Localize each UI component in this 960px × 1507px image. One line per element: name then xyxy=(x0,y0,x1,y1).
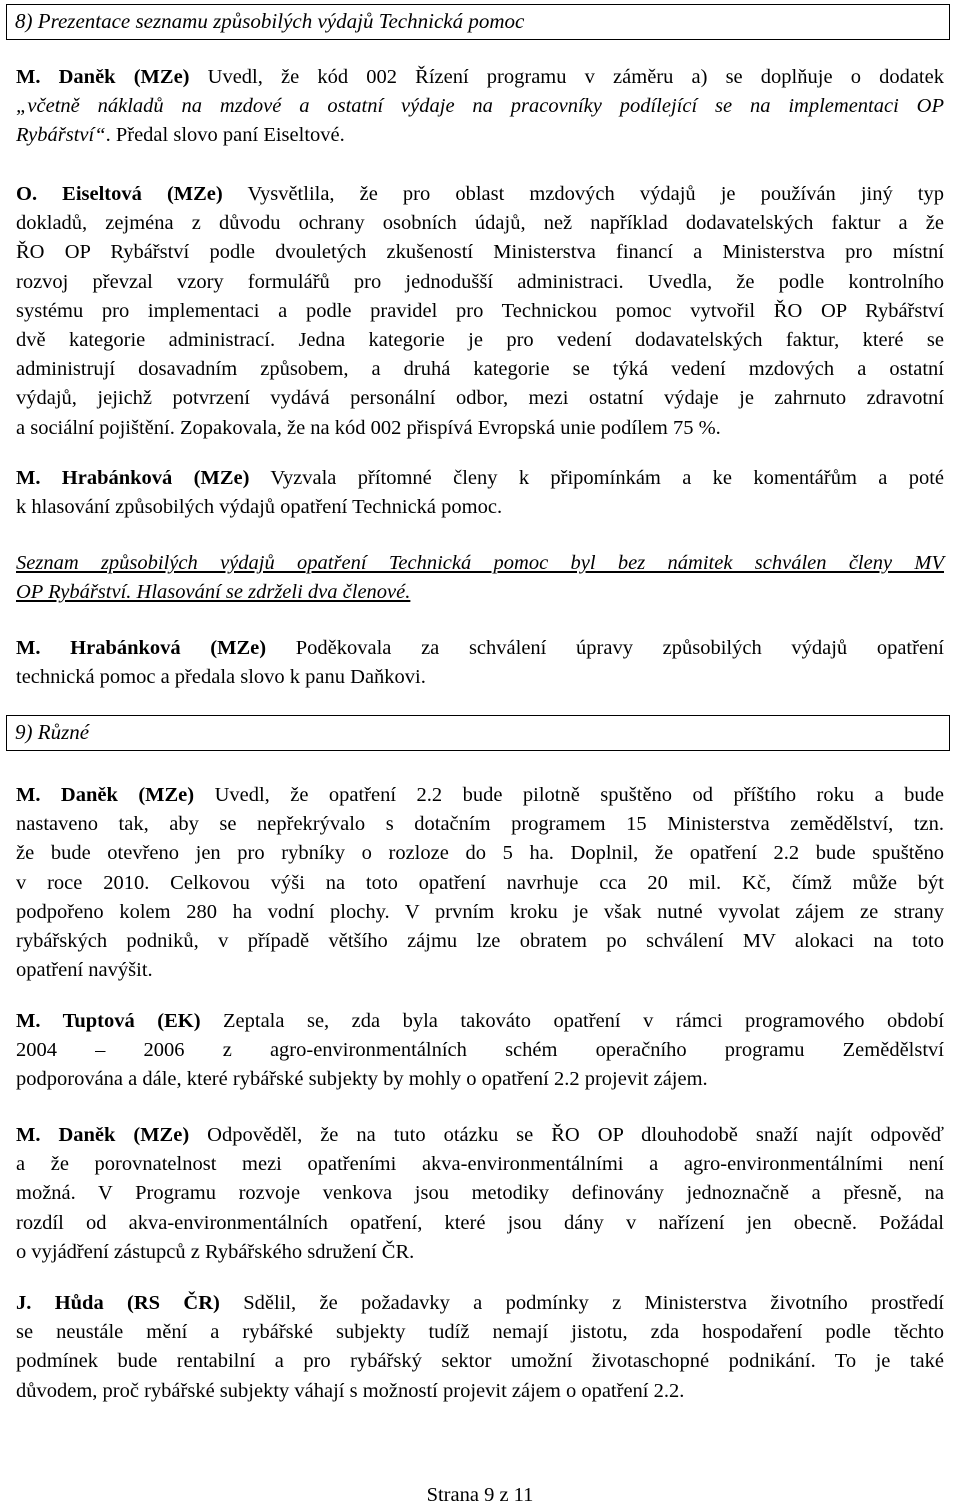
line: Seznam způsobilých výdajů opatření Technická pomoc byl bez námitek schválen členy MV xyxy=(16,552,944,574)
section-9-heading xyxy=(6,715,950,751)
speaker: M. Daněk (MZe) xyxy=(16,1124,190,1146)
paragraph-hrabankova-1 xyxy=(16,464,944,522)
line: podmínek bude rentabilní a pro rybářský sektor umožní životaschopné podnikání. To je také xyxy=(16,1350,944,1373)
line: dokladů, zejména z důvodu ochrany osobních údajů, než například dodavatelských faktur a že xyxy=(16,212,944,235)
line: ŘO OP Rybářství podle dvouletých zkušeností Ministerstva financí a Ministerstva pro místní xyxy=(16,241,944,264)
line: že bude otevřeno jen pro rybníky o rozloze do 5 ha. Doplnil, že opatření 2.2 bude spuštěno xyxy=(16,842,944,865)
line: OP Rybářství. Hlasování se zdrželi dva členové. xyxy=(16,581,411,604)
line: rozdíl od akva-environmentálních opatření, které jsou dány v nařízení jen obecně. Požádal xyxy=(16,1211,944,1234)
line: Odpověděl, že na tuto otázku se ŘO OP dlouhodobě snaží najít odpověď xyxy=(189,1124,944,1146)
line: Poděkovala za schválení úpravy způsobilých výdajů opatření xyxy=(266,637,944,659)
line: výdajů, jejichž potvrzení vydává personální odbor, mezi ostatní výdaje je zahrnuto zdravotní xyxy=(16,387,944,410)
paragraph-danek-3 xyxy=(16,1121,944,1267)
paragraph-huda xyxy=(16,1289,944,1406)
line: „včetně nákladů na mzdové a ostatní výdaje na pracovníky podílející se na implementaci OP xyxy=(16,95,944,118)
line: Vyzvala přítomné členy k připomínkám a ke komentářům a poté xyxy=(249,467,944,489)
line: rybářských podniků, v případě většího zájmu lze obratem po schválení MV alokaci na toto xyxy=(16,930,944,953)
resolution-text xyxy=(16,549,944,607)
line: rozvoj převzal vzory formulářů pro jednodušší administraci. Uvedla, že podle kontrolního xyxy=(16,270,944,293)
section-9-heading-text: 9) Různé xyxy=(15,720,90,744)
page-number: Strana 9 z 11 xyxy=(426,1484,534,1506)
line: technická pomoc a předala slovo k panu Daňkovi. xyxy=(16,666,426,689)
line: Rybářství“. Předal slovo paní Eiseltové. xyxy=(16,124,345,147)
paragraph-eiseltova xyxy=(16,180,944,443)
line: dvě kategorie administrací. Jedna kategorie je pro vedení dodavatelských faktur, které se xyxy=(16,329,944,352)
line: o vyjádření zástupců z Rybářského sdružení ČR. xyxy=(16,1240,415,1263)
paragraph-hrabankova-2 xyxy=(16,634,944,692)
speaker: J. Hůda (RS ČR) xyxy=(16,1292,220,1314)
line: k hlasování způsobilých výdajů opatření Technická pomoc. xyxy=(16,496,503,519)
line: podporována a dále, které rybářské subjekty by mohly o opatření 2.2 projevit zájem. xyxy=(16,1068,708,1091)
line: 2004 – 2006 z agro-environmentálních schém operačního programu Zemědělství xyxy=(16,1039,944,1062)
line: Sdělil, že požadavky a podmínky z Ministerstva životního prostředí xyxy=(219,1292,944,1314)
speaker: M. Daněk (MZe) xyxy=(16,784,195,806)
line: podpořeno kolem 280 ha vodní plochy. V prvním kroku je však nutné vyvolat zájem ze strany xyxy=(16,900,944,923)
line: administrují dosavadním způsobem, a druhá kategorie se týká vedení mzdových a ostatní xyxy=(16,358,944,381)
paragraph-danek-2 xyxy=(16,781,944,985)
line: opatření navýšit. xyxy=(16,959,153,982)
line: systému pro implementaci a podle pravidel pro Technickou pomoc vytvořil ŘO OP Rybářství xyxy=(16,299,944,322)
line: Uvedl, že opatření 2.2 bude pilotně spuštěno od příštího roku a bude xyxy=(194,784,944,806)
line: a sociální pojištění. Zopakovala, že na kód 002 přispívá Evropská unie podílem 75 %. xyxy=(16,416,721,439)
line: se neustále mění a rybářské subjekty tudíž nemají jistotu, zda hospodaření podle těchto xyxy=(16,1321,944,1344)
paragraph-tuptova xyxy=(16,1007,944,1095)
line: Uvedl, že kód 002 Řízení programu v záměru a) se doplňuje o dodatek xyxy=(189,66,944,88)
section-8-heading xyxy=(6,4,950,40)
speaker: M. Hrabánková (MZe) xyxy=(16,637,267,659)
section-8-heading-text: 8) Prezentace seznamu způsobilých výdajů Technická pomoc xyxy=(15,9,525,33)
line: Vysvětlila, že pro oblast mzdových výdajů je používán jiný typ xyxy=(222,183,944,205)
line: možná. V Programu rozvoje venkova jsou metodiky definovány jednoznačně a přesně, na xyxy=(16,1182,944,1205)
paragraph-danek-1 xyxy=(16,63,944,151)
line: důvodem, proč rybářské subjekty váhají s možností projevit zájem o opatření 2.2. xyxy=(16,1379,685,1402)
speaker: O. Eiseltová (MZe) xyxy=(16,183,223,205)
speaker: M. Daněk (MZe) xyxy=(16,66,190,88)
line: v roce 2010. Celkovou výši na toto opatření navrhuje cca 20 mil. Kč, čímž může být xyxy=(16,871,944,894)
line: nastaveno tak, aby se nepřekrývalo s dotačním programem 15 Ministerstva zemědělství, tzn. xyxy=(16,813,944,836)
speaker: M. Tuptová (EK) xyxy=(16,1010,201,1032)
line: Zeptala se, zda byla takováto opatření v rámci programového období xyxy=(200,1010,944,1032)
speaker: M. Hrabánková (MZe) xyxy=(16,467,250,489)
line: a že porovnatelnost mezi opatřeními akva-environmentálními a agro-environmentálními není xyxy=(16,1153,944,1176)
